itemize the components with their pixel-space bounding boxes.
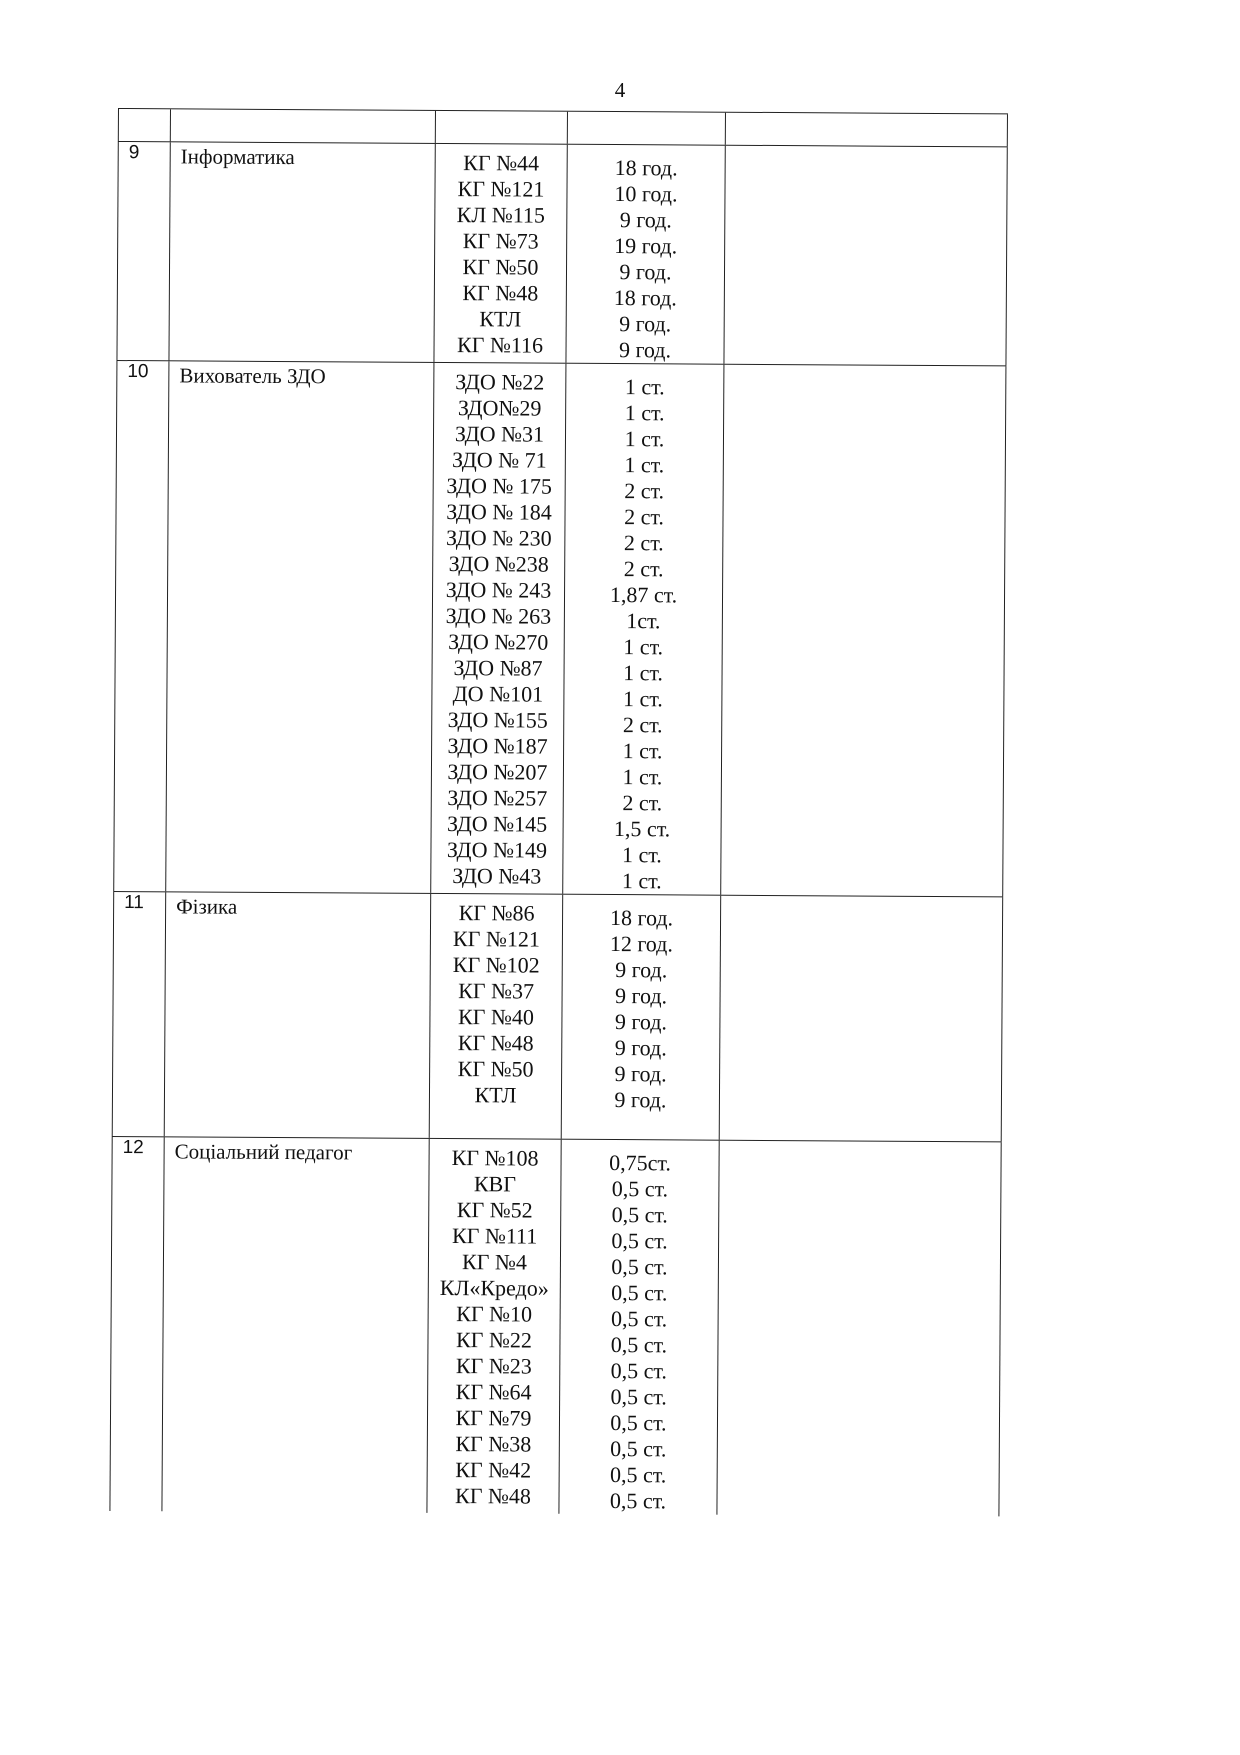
workload-amount: 2 ст.: [623, 556, 664, 582]
school-name: ЗДО № 184: [446, 499, 552, 525]
school-name: КГ №48: [455, 1483, 532, 1509]
school-name: ЗДО №207: [447, 759, 548, 785]
workload-amount: 1 ст.: [622, 738, 663, 764]
school-name: ЗДО № 243: [445, 577, 552, 603]
school-name: ЗДО №238: [448, 551, 549, 577]
workload-amount: 9 год.: [619, 207, 672, 233]
workload-amount: 0,5 ст.: [610, 1410, 667, 1436]
workload-amount: 2 ст.: [623, 530, 664, 556]
school-name: КГ №52: [456, 1197, 533, 1223]
school-name: КГ №64: [455, 1379, 532, 1405]
row-number: 12: [109, 1137, 163, 1511]
table-row: [116, 141, 1007, 365]
workload-amount: 0,5 ст.: [611, 1228, 668, 1254]
workload-amount: 1 ст.: [624, 400, 665, 426]
school-name: КГ №86: [458, 900, 535, 926]
workload-amount: 9 год.: [619, 311, 672, 337]
workload-amount: 1ст.: [626, 608, 661, 634]
workload-amount: 9 год.: [614, 1061, 667, 1087]
schools-cell: [430, 363, 565, 894]
amounts-cell: [558, 1140, 718, 1515]
workload-amount: 0,5 ст.: [610, 1384, 667, 1410]
workload-amount: 0,75ст.: [609, 1150, 672, 1176]
table-row: [109, 1136, 1001, 1516]
school-name: КГ №23: [455, 1353, 532, 1379]
workload-amount: 0,5 ст.: [611, 1202, 668, 1228]
workload-amount: 1 ст.: [623, 634, 664, 660]
workload-amount: 0,5 ст.: [610, 1332, 668, 1358]
school-name: ЗДО №31: [454, 421, 545, 447]
workload-amount: 2 ст.: [622, 790, 663, 816]
workload-amount: 2 ст.: [624, 478, 665, 504]
school-name: КГ №121: [452, 926, 540, 952]
workload-amount: 1,5 ст.: [613, 816, 671, 842]
workload-amount: 2 ст.: [624, 504, 664, 530]
workload-amount: 19 год.: [614, 233, 678, 259]
workload-amount: 0,5 ст.: [610, 1358, 667, 1384]
school-name: ЗДО № 230: [446, 525, 552, 551]
workload-amount: 18 год.: [613, 285, 677, 311]
school-name: КГ №38: [455, 1431, 532, 1457]
workload-amount: 9 год.: [614, 1035, 667, 1061]
workload-amount: 0,5 ст.: [610, 1436, 667, 1462]
school-name: ЗДО №155: [447, 707, 548, 733]
school-name: КГ №73: [462, 228, 539, 254]
school-name: КГ №121: [457, 176, 545, 202]
notes-cell: [719, 896, 1003, 1142]
school-name: ДО №101: [452, 681, 544, 707]
notes-cell: [723, 146, 1007, 366]
workload-amount: 9 год.: [618, 337, 672, 363]
school-name: ЗДО № 175: [446, 473, 553, 499]
workload-amount: 1 ст.: [624, 374, 665, 400]
workload-amount: 18 год.: [614, 155, 678, 181]
school-name: ЗДО №257: [447, 785, 548, 811]
schools-cell: [429, 894, 562, 1139]
school-name: ЗДО №43: [452, 863, 542, 889]
workload-amount: 9 год.: [614, 983, 668, 1009]
row-number: 9: [116, 142, 169, 360]
school-name: КГ №102: [452, 952, 540, 978]
school-name: КГ №22: [455, 1327, 532, 1353]
school-name: КГ №44: [463, 150, 540, 176]
workload-amount: 2 ст.: [622, 712, 663, 738]
amounts-cell: [565, 145, 724, 364]
school-name: КТЛ: [479, 306, 522, 332]
school-name: КГ №79: [455, 1405, 532, 1431]
workload-amount: 0,5 ст.: [611, 1254, 668, 1280]
workload-amount: 0,5 ст.: [609, 1462, 667, 1488]
schools-cell: [426, 1139, 560, 1514]
amounts-cell: [562, 364, 723, 895]
workload-amount: 9 год.: [614, 1087, 667, 1113]
workload-amount: 0,5 ст.: [611, 1280, 668, 1306]
notes-cell: [716, 1141, 1001, 1517]
school-name: ЗДО №187: [447, 733, 548, 759]
workload-amount: 0,5 ст.: [609, 1488, 667, 1514]
subject-name: Вихователь ЗДО: [165, 361, 433, 893]
school-name: ЗДО №149: [446, 837, 548, 863]
school-name: КГ №42: [455, 1457, 532, 1483]
school-name: КГ №40: [457, 1004, 534, 1030]
school-name: КГ №4: [461, 1249, 527, 1275]
workload-amount: 1 ст.: [623, 660, 663, 686]
row-number: 11: [112, 892, 165, 1136]
page-number: 4: [614, 78, 626, 102]
school-name: КГ №50: [457, 1056, 534, 1082]
vacancy-table: [109, 108, 1008, 1516]
workload-amount: 1 ст.: [622, 764, 663, 790]
school-name: КЛ №115: [456, 202, 546, 228]
school-name: ЗДО №145: [447, 811, 548, 837]
row-number: 10: [113, 361, 168, 891]
workload-amount: 1 ст.: [621, 868, 662, 894]
subject-name: Фізика: [164, 892, 430, 1138]
school-name: КВГ: [473, 1171, 517, 1197]
workload-amount: 0,5 ст.: [610, 1306, 668, 1332]
workload-amount: 1,87 ст.: [609, 582, 678, 608]
workload-amount: 9 год.: [614, 1009, 668, 1035]
workload-amount: 18 год.: [609, 905, 674, 931]
school-name: КТЛ: [474, 1082, 517, 1108]
table-row: [113, 360, 1006, 896]
schools-cell: [433, 144, 566, 363]
school-name: ЗДО №270: [448, 629, 549, 655]
workload-amount: 9 год.: [619, 259, 672, 285]
workload-amount: 10 год.: [614, 181, 678, 207]
workload-amount: 9 год.: [615, 957, 668, 983]
notes-cell: [720, 365, 1006, 897]
workload-amount: 0,5 ст.: [611, 1176, 669, 1202]
workload-amount: 1 ст.: [624, 426, 665, 452]
school-name: КГ №116: [456, 332, 544, 358]
workload-amount: 1 ст.: [622, 686, 663, 712]
school-name: КЛ«Кредо»: [439, 1274, 549, 1301]
school-name: ЗДО № 71: [451, 447, 547, 473]
school-name: ЗДО№29: [457, 395, 542, 421]
school-name: ЗДО №22: [455, 369, 545, 395]
table-header-row: [118, 108, 1008, 146]
school-name: КГ №48: [457, 1030, 534, 1056]
workload-amount: 1 ст.: [621, 842, 662, 868]
school-name: КГ №37: [458, 978, 535, 1004]
school-name: КГ №10: [456, 1301, 533, 1327]
workload-amount: 1 ст.: [624, 452, 665, 478]
subject-name: Соціальний педагог: [161, 1137, 428, 1513]
workload-amount: 12 год.: [609, 931, 673, 957]
school-name: КГ №108: [451, 1145, 539, 1171]
table-row: [112, 891, 1003, 1141]
school-name: КГ №48: [462, 280, 539, 306]
school-name: ЗДО № 263: [445, 603, 552, 629]
school-name: КГ №111: [451, 1223, 538, 1249]
subject-name: Інформатика: [168, 142, 434, 362]
amounts-cell: [561, 895, 720, 1140]
school-name: ЗДО №87: [453, 655, 543, 681]
school-name: КГ №50: [462, 254, 539, 280]
